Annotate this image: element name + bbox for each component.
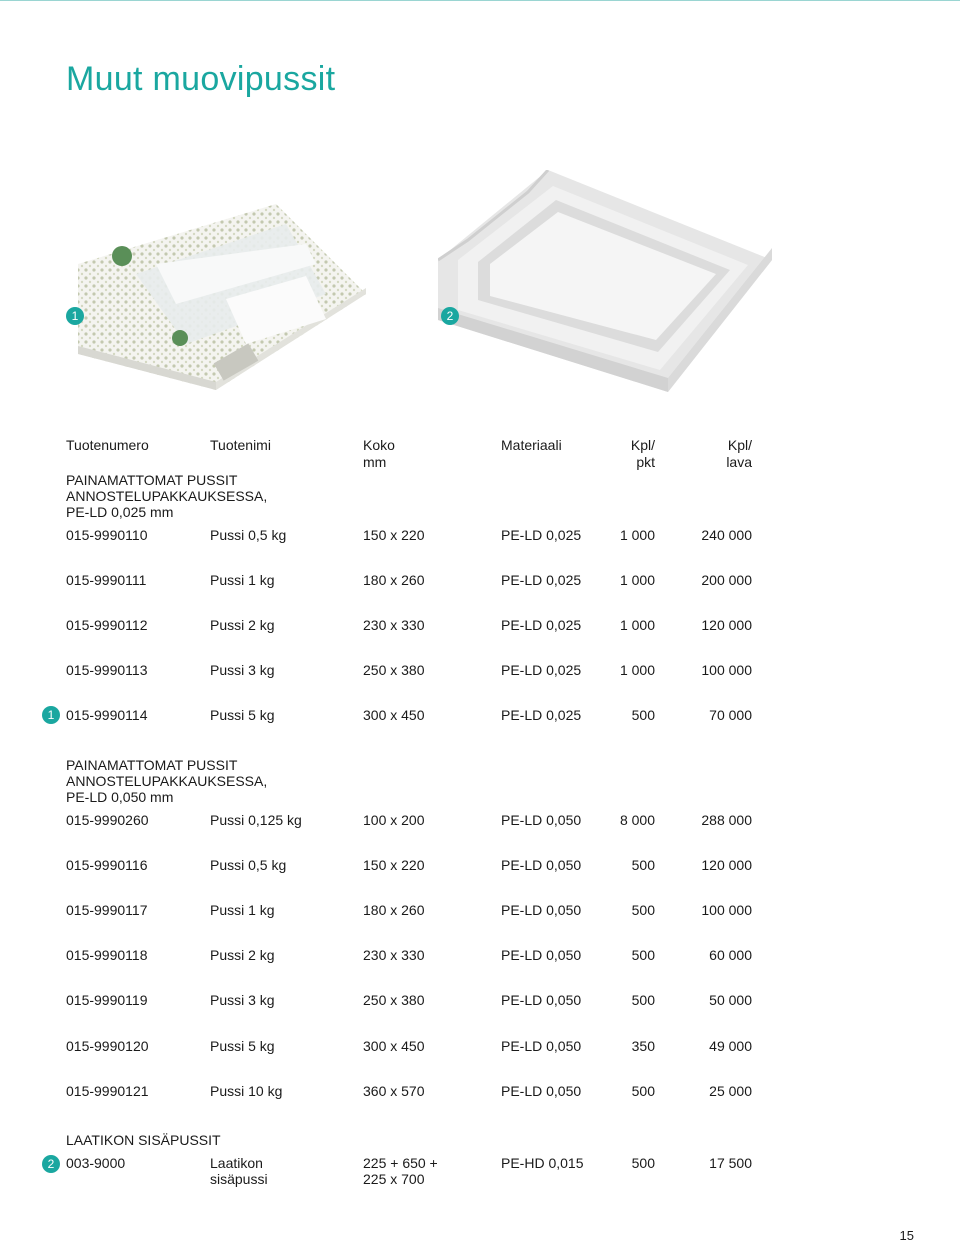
table-row — [0, 617, 960, 637]
cell-material: PE-LD 0,050 — [501, 812, 582, 828]
table-row — [0, 707, 960, 727]
cell-size: 180 x 260 — [363, 572, 425, 588]
cell-material: PE-LD 0,050 — [501, 992, 582, 1008]
header-product-name: Tuotenimi — [210, 437, 271, 453]
cell-product-number: 015-9990119 — [66, 992, 148, 1008]
cell-per-pallet: 288 000 — [701, 812, 752, 828]
cell-product-number: 015-9990121 — [66, 1083, 149, 1099]
cell-product-name: Pussi 2 kg — [210, 947, 275, 963]
section-title: LAATIKON SISÄPUSSIT — [66, 1132, 221, 1148]
cell-size: 230 x 330 — [363, 947, 425, 963]
table-row — [0, 1038, 960, 1058]
cell-per-pack: 1 000 — [619, 572, 655, 588]
image-badge-1: 1 — [66, 307, 84, 325]
cell-per-pallet: 200 000 — [701, 572, 752, 588]
cell-size: 360 x 570 — [363, 1083, 425, 1099]
cell-per-pallet: 240 000 — [701, 527, 752, 543]
cell-product-number: 003-9000 — [66, 1155, 126, 1171]
cell-per-pack: 500 — [631, 1155, 655, 1171]
table-row — [0, 857, 960, 877]
top-accent-line — [0, 0, 960, 1]
cell-size: 300 x 450 — [363, 1038, 425, 1054]
cell-material: PE-LD 0,025 — [501, 527, 582, 543]
cell-material: PE-LD 0,050 — [501, 857, 582, 873]
cell-product-number: 015-9990113 — [66, 662, 148, 678]
cell-material: PE-LD 0,025 — [501, 662, 582, 678]
cell-size: 150 x 220 — [363, 857, 425, 873]
cell-per-pallet: 49 000 — [709, 1038, 752, 1054]
header-per-pallet: Kpl/ lava — [726, 437, 752, 470]
header-per-pack: Kpl/ pkt — [630, 437, 655, 470]
cell-product-number: 015-9990260 — [66, 812, 149, 828]
cell-size: 250 x 380 — [363, 992, 425, 1008]
cell-product-name: Laatikon sisäpussi — [210, 1155, 268, 1187]
header-material: Materiaali — [501, 437, 562, 453]
cell-product-name: Pussi 3 kg — [210, 662, 275, 678]
cell-per-pack: 1 000 — [619, 617, 655, 633]
cell-product-name: Pussi 2 kg — [210, 617, 275, 633]
cell-product-name: Pussi 5 kg — [210, 707, 275, 723]
box-of-plastic-bags-photo — [76, 204, 366, 390]
cell-per-pallet: 100 000 — [701, 662, 752, 678]
cell-product-name: Pussi 5 kg — [210, 1038, 275, 1054]
section-title: PAINAMATTOMAT PUSSIT ANNOSTELUPAKKAUKSESSA, PE-LD 0,050 mm — [66, 757, 268, 805]
cell-size: 300 x 450 — [363, 707, 425, 723]
cell-product-number: 015-9990117 — [66, 902, 148, 918]
cell-product-number: 015-9990111 — [66, 572, 147, 588]
cell-product-number: 015-9990112 — [66, 617, 148, 633]
row-badge-2: 2 — [42, 1155, 60, 1173]
cell-product-name: Pussi 3 kg — [210, 992, 275, 1008]
cell-per-pack: 500 — [631, 707, 655, 723]
cell-product-number: 015-9990120 — [66, 1038, 149, 1054]
cell-per-pack: 350 — [631, 1038, 655, 1054]
table-row — [0, 812, 960, 832]
cell-per-pack: 500 — [631, 857, 655, 873]
cell-size: 150 x 220 — [363, 527, 425, 543]
cell-material: PE-LD 0,050 — [501, 1083, 582, 1099]
cell-material: PE-HD 0,015 — [501, 1155, 584, 1171]
row-badge-1: 1 — [42, 706, 60, 724]
cell-per-pack: 500 — [631, 992, 655, 1008]
cell-material: PE-LD 0,050 — [501, 947, 582, 963]
cell-product-name: Pussi 1 kg — [210, 572, 275, 588]
cell-size: 100 x 200 — [363, 812, 425, 828]
image-badge-2: 2 — [441, 307, 459, 325]
cell-product-name: Pussi 10 kg — [210, 1083, 283, 1099]
header-size: Koko mm — [363, 437, 395, 470]
cell-product-name: Pussi 1 kg — [210, 902, 275, 918]
cell-product-name: Pussi 0,5 kg — [210, 857, 287, 873]
cell-product-number: 015-9990110 — [66, 527, 148, 543]
cell-size: 180 x 260 — [363, 902, 425, 918]
cell-material: PE-LD 0,025 — [501, 617, 582, 633]
cell-per-pallet: 120 000 — [701, 617, 752, 633]
cell-material: PE-LD 0,025 — [501, 572, 582, 588]
cell-product-name: Pussi 0,5 kg — [210, 527, 287, 543]
table-row — [0, 992, 960, 1012]
table-row — [0, 662, 960, 682]
cell-per-pack: 500 — [631, 1083, 655, 1099]
cell-per-pallet: 100 000 — [701, 902, 752, 918]
table-row — [0, 1083, 960, 1103]
table-row — [0, 947, 960, 967]
cell-per-pallet: 70 000 — [709, 707, 752, 723]
plastic-tray-liner-photo — [438, 170, 772, 392]
cell-per-pack: 1 000 — [619, 527, 655, 543]
cell-product-name: Pussi 0,125 kg — [210, 812, 302, 828]
cell-size: 230 x 330 — [363, 617, 425, 633]
cell-material: PE-LD 0,025 — [501, 707, 582, 723]
cell-per-pack: 500 — [631, 947, 655, 963]
table-row — [0, 572, 960, 592]
page-title: Muut muovipussit — [66, 60, 336, 98]
page-number: 15 — [899, 1228, 914, 1243]
header-product-number: Tuotenumero — [66, 437, 149, 453]
table-row — [0, 527, 960, 547]
section-title: PAINAMATTOMAT PUSSIT ANNOSTELUPAKKAUKSESSA, PE-LD 0,025 mm — [66, 472, 268, 520]
cell-per-pallet: 25 000 — [709, 1083, 752, 1099]
cell-size: 250 x 380 — [363, 662, 425, 678]
cell-material: PE-LD 0,050 — [501, 902, 582, 918]
cell-product-number: 015-9990116 — [66, 857, 148, 873]
cell-per-pack: 1 000 — [619, 662, 655, 678]
cell-per-pack: 500 — [631, 902, 655, 918]
cell-material: PE-LD 0,050 — [501, 1038, 582, 1054]
cell-per-pack: 8 000 — [619, 812, 655, 828]
cell-per-pallet: 17 500 — [709, 1155, 752, 1171]
cell-size: 225 + 650 + 225 x 700 — [363, 1155, 438, 1187]
cell-product-number: 015-9990114 — [66, 707, 148, 723]
cell-per-pallet: 50 000 — [709, 992, 752, 1008]
cell-per-pallet: 120 000 — [701, 857, 752, 873]
table-row — [0, 1155, 960, 1189]
table-row — [0, 902, 960, 922]
cell-per-pallet: 60 000 — [709, 947, 752, 963]
cell-product-number: 015-9990118 — [66, 947, 148, 963]
